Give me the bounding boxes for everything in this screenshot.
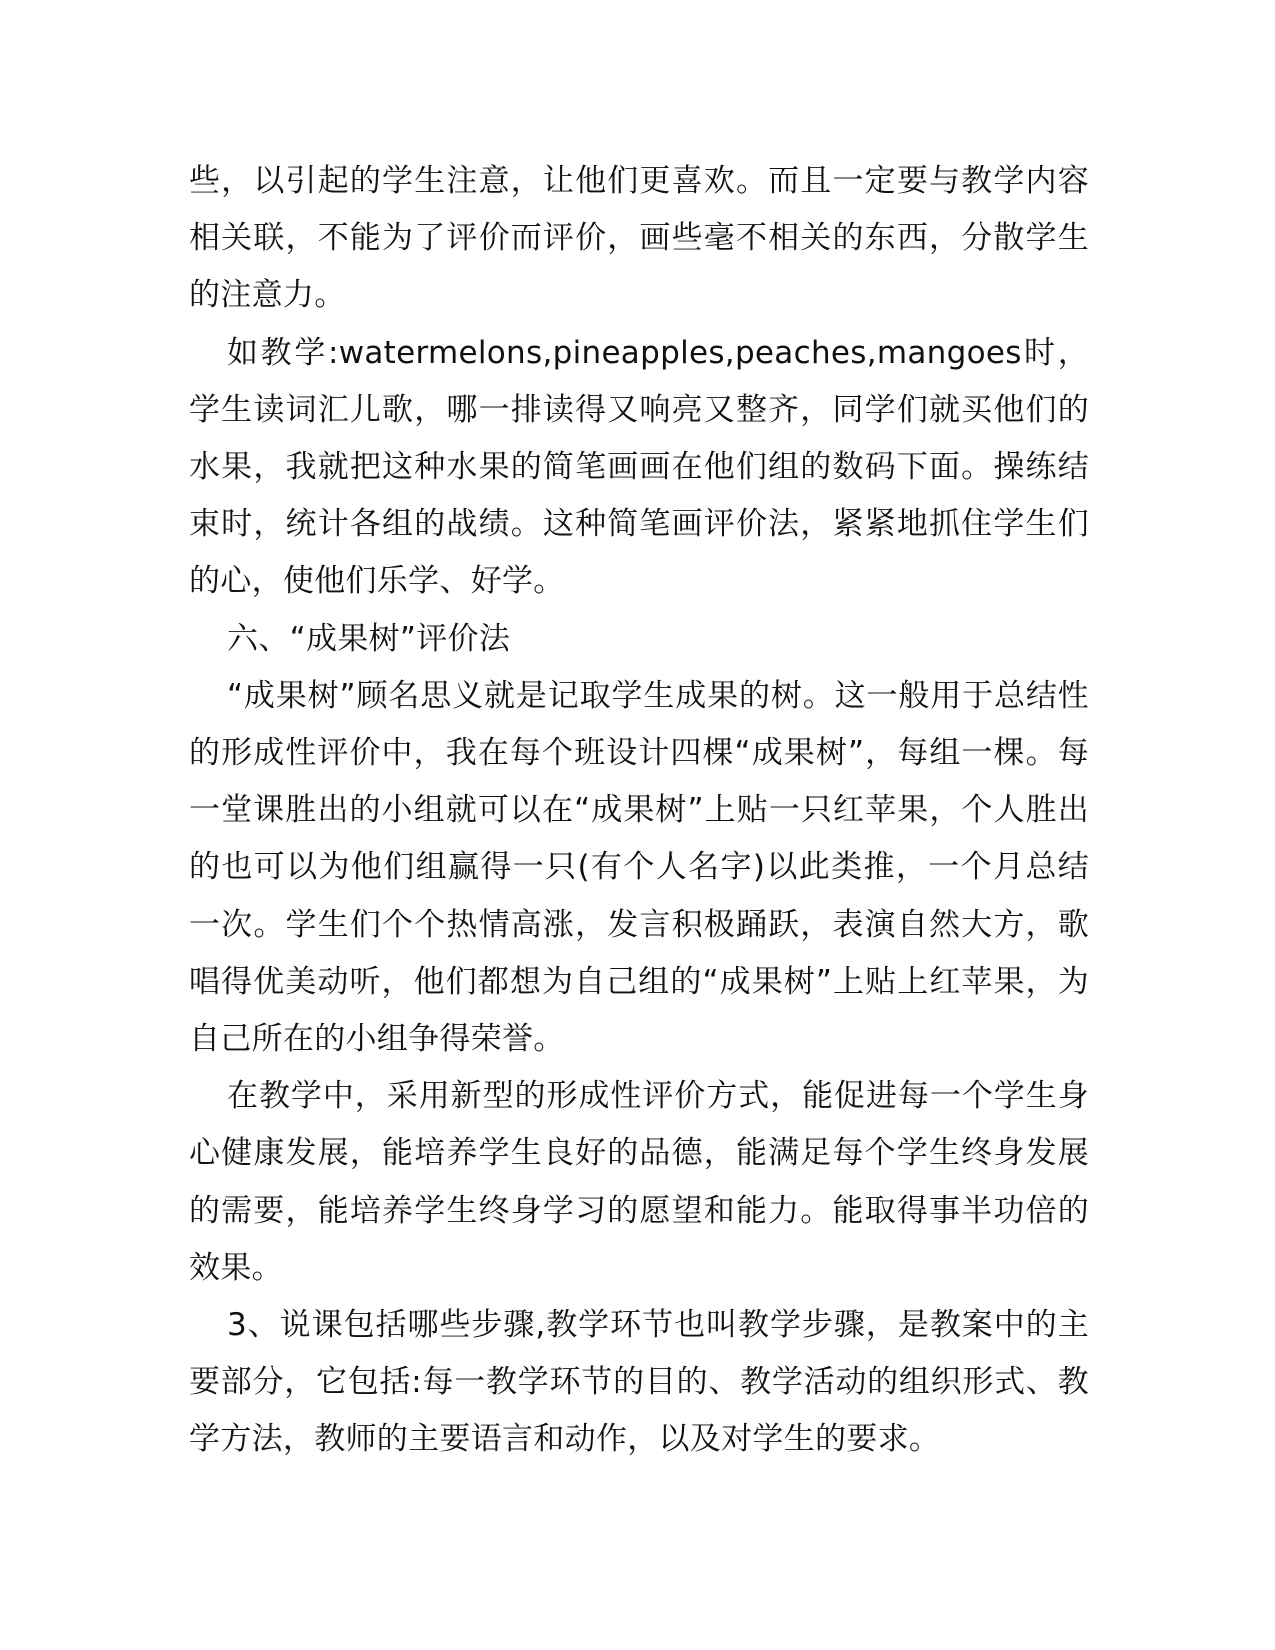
section-heading-achievement-tree: 六、“成果树”评价法 [227,620,511,657]
paragraph-fruit-example: 如教学:watermelons,pineapples,peaches,mangoes时，学生读词汇儿歌，哪一排读得又响亮又整齐，同学们就买他们的水果，我就把这种水果的简笔画画在他们组的数码下面。操练结束时，统计各组的战绩。这种简笔画评价法，紧紧地抓住学生们的心，使他们乐学、好学。 [189,334,1089,600]
paragraph-achievement-tree: “成果树”顾名思义就是记取学生成果的树。这一般用于总结性的形成性评价中，我在每个班设计四棵“成果树”，每组一棵。每一堂课胜出的小组就可以在“成果树”上贴一只红苹果，个人胜出的也可以为他们组赢得一只(有个人名字)以此类推，一个月总结一次。学生们个个热情高涨，发言积极踊跃，表演自然大方，歌唱得优美动听，他们都想为自己组的“成果树”上贴上红苹果，为自己所在的小组争得荣誉。 [189,677,1089,1058]
paragraph-lesson-steps: 3、说课包括哪些步骤,教学环节也叫教学步骤，是教案中的主要部分，它包括:每一教学环节的目的、教学活动的组织形式、教学方法，教师的主要语言和动作，以及对学生的要求。 [189,1307,1089,1458]
paragraph-formative-evaluation: 在教学中，采用新型的形成性评价方式，能促进每一个学生身心健康发展，能培养学生良好的品德，能满足每个学生终身发展的需要，能培养学生终身学习的愿望和能力。能取得事半功倍的效果。 [189,1078,1089,1286]
document-body [189,153,1089,1469]
paragraph-continuation: 些，以引起的学生注意，让他们更喜欢。而且一定要与教学内容相关联，不能为了评价而评价，画些毫不相关的东西，分散学生的注意力。 [189,163,1089,314]
